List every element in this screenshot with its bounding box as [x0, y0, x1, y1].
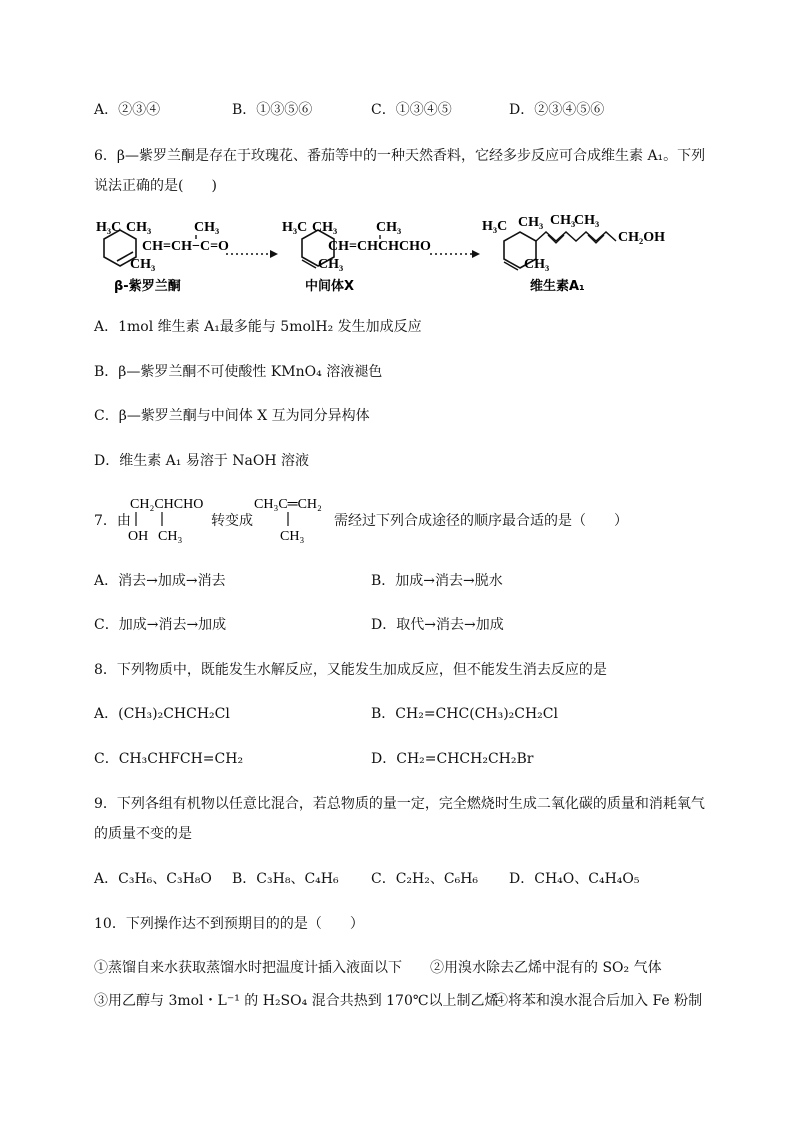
q10-item-2: ②用溴水除去乙烯中混有的 SO₂ 气体	[430, 960, 662, 976]
m2-chain: CH=CHCHCHO	[328, 239, 431, 254]
q7-formula-1	[122, 492, 212, 546]
q10-item-3: ③用乙醇与 3mol・L⁻¹ 的 H₂SO₄ 混合共热到 170℃以上制乙烯	[94, 993, 499, 1009]
q6-stem-line1: 6．β—紫罗兰酮是存在于玫瑰花、番茄等中的一种天然香料，它经多步反应可合成维生素 A₁。下列	[94, 148, 706, 164]
q7-option-a: A．消去→加成→消去	[94, 573, 226, 589]
q6-option-d: D．维生素 A₁ 易溶于 NaOH 溶液	[94, 453, 310, 469]
m2-ch3c: CH₃	[318, 257, 344, 272]
reaction-arrow-1	[226, 250, 278, 258]
m3-ch3c: CH₃	[574, 213, 600, 228]
q10-stem: 10．下列操作达不到预期目的的是（ ）	[94, 916, 364, 932]
q6-option-a: A．1mol 维生素 A₁最多能与 5molH₂ 发生加成反应	[94, 319, 422, 335]
q5-option-d: D．②③④⑤⑥	[509, 102, 605, 118]
q9-stem-line1: 9．下列各组有机物以任意比混合，若总物质的量一定，完全燃烧时生成二氧化碳的质量和消耗氧气	[94, 796, 705, 812]
q9-option-a: A．C₃H₆、C₃H₈O	[94, 871, 212, 887]
q7-option-c: C．加成→消去→加成	[94, 617, 227, 633]
molecule-intermediate-x	[282, 220, 431, 294]
f1-top: CH₂CHCHO	[130, 497, 204, 512]
m1-ch3a: CH₃	[126, 220, 152, 235]
f1-ch3: CH₃	[158, 529, 183, 544]
q9-stem-line2: 的质量不变的是	[94, 826, 192, 842]
f2-ch3: CH₃	[280, 529, 305, 544]
m3-ch3a: CH₃	[518, 215, 544, 230]
q10-item-1: ①蒸馏自来水获取蒸馏水时把温度计插入液面以下	[94, 960, 402, 976]
q5-option-b: B．①③⑤⑥	[232, 102, 313, 118]
m3-h3c: H₃C	[482, 219, 508, 234]
q5-option-a: A．②③④	[94, 102, 161, 118]
m3-polyene-chain	[536, 232, 616, 241]
m3-ch3b: CH₃	[550, 213, 576, 228]
q7-prefix: 7．由	[94, 513, 131, 529]
molecule-beta-ionone	[96, 220, 229, 294]
m1-ch3b: CH₃	[194, 220, 220, 235]
q9-option-c: C．C₂H₂、C₆H₆	[371, 871, 479, 887]
q7-formula-2	[250, 492, 340, 546]
m2-ch3b: CH₃	[376, 220, 402, 235]
q7-option-b: B．加成→消去→脱水	[371, 573, 503, 589]
m1-h3c: H₃C	[96, 220, 122, 235]
q8-option-c: C．CH₃CHFCH=CH₂	[94, 751, 244, 767]
m1-label: β-紫罗兰酮	[114, 279, 181, 294]
m3-ch3d: CH₃	[524, 257, 550, 272]
q6-option-c: C．β—紫罗兰酮与中间体 X 互为同分异构体	[94, 408, 370, 424]
q7-suffix: 需经过下列合成途径的顺序最合适的是（ ）	[334, 513, 628, 529]
q5-option-c: C．①③④⑤	[371, 102, 452, 118]
q9-option-d: D．CH₄O、C₄H₄O₅	[509, 871, 640, 887]
q8-option-b: B．CH₂=CHC(CH₃)₂CH₂Cl	[371, 706, 558, 722]
m2-h3c: H₃C	[282, 220, 308, 235]
m3-ch2oh: CH₂OH	[618, 230, 665, 245]
reaction-arrow-2	[430, 250, 480, 258]
q9-option-b: B．C₃H₈、C₄H₆	[232, 871, 339, 887]
m1-ch3c: CH₃	[130, 257, 156, 272]
m2-ch3a: CH₃	[312, 220, 338, 235]
f1-oh: OH	[128, 529, 149, 544]
m1-chain: CH=CH−C=O	[142, 239, 229, 254]
q7-mid: 转变成	[211, 513, 253, 529]
m3-label: 维生素A₁	[530, 279, 585, 294]
q6-stem-line2: 说法正确的是( )	[94, 178, 217, 194]
q6-option-b: B．β—紫罗兰酮不可使酸性 KMnO₄ 溶液褪色	[94, 364, 383, 380]
molecule-vitamin-a1	[482, 213, 665, 294]
q10-item-4: ④将苯和溴水混合后加入 Fe 粉制	[494, 993, 703, 1009]
m2-label: 中间体X	[305, 279, 355, 294]
q8-option-a: A．(CH₃)₂CHCH₂Cl	[94, 706, 230, 722]
q8-option-d: D．CH₂=CHCH₂CH₂Br	[371, 751, 534, 767]
f2-top: CH₃C═CH₂	[254, 497, 322, 512]
q8-stem: 8．下列物质中，既能发生水解反应，又能发生加成反应，但不能发生消去反应的是	[94, 662, 607, 678]
q7-option-d: D．取代→消去→加成	[371, 617, 504, 633]
q6-reaction-scheme	[90, 208, 690, 300]
